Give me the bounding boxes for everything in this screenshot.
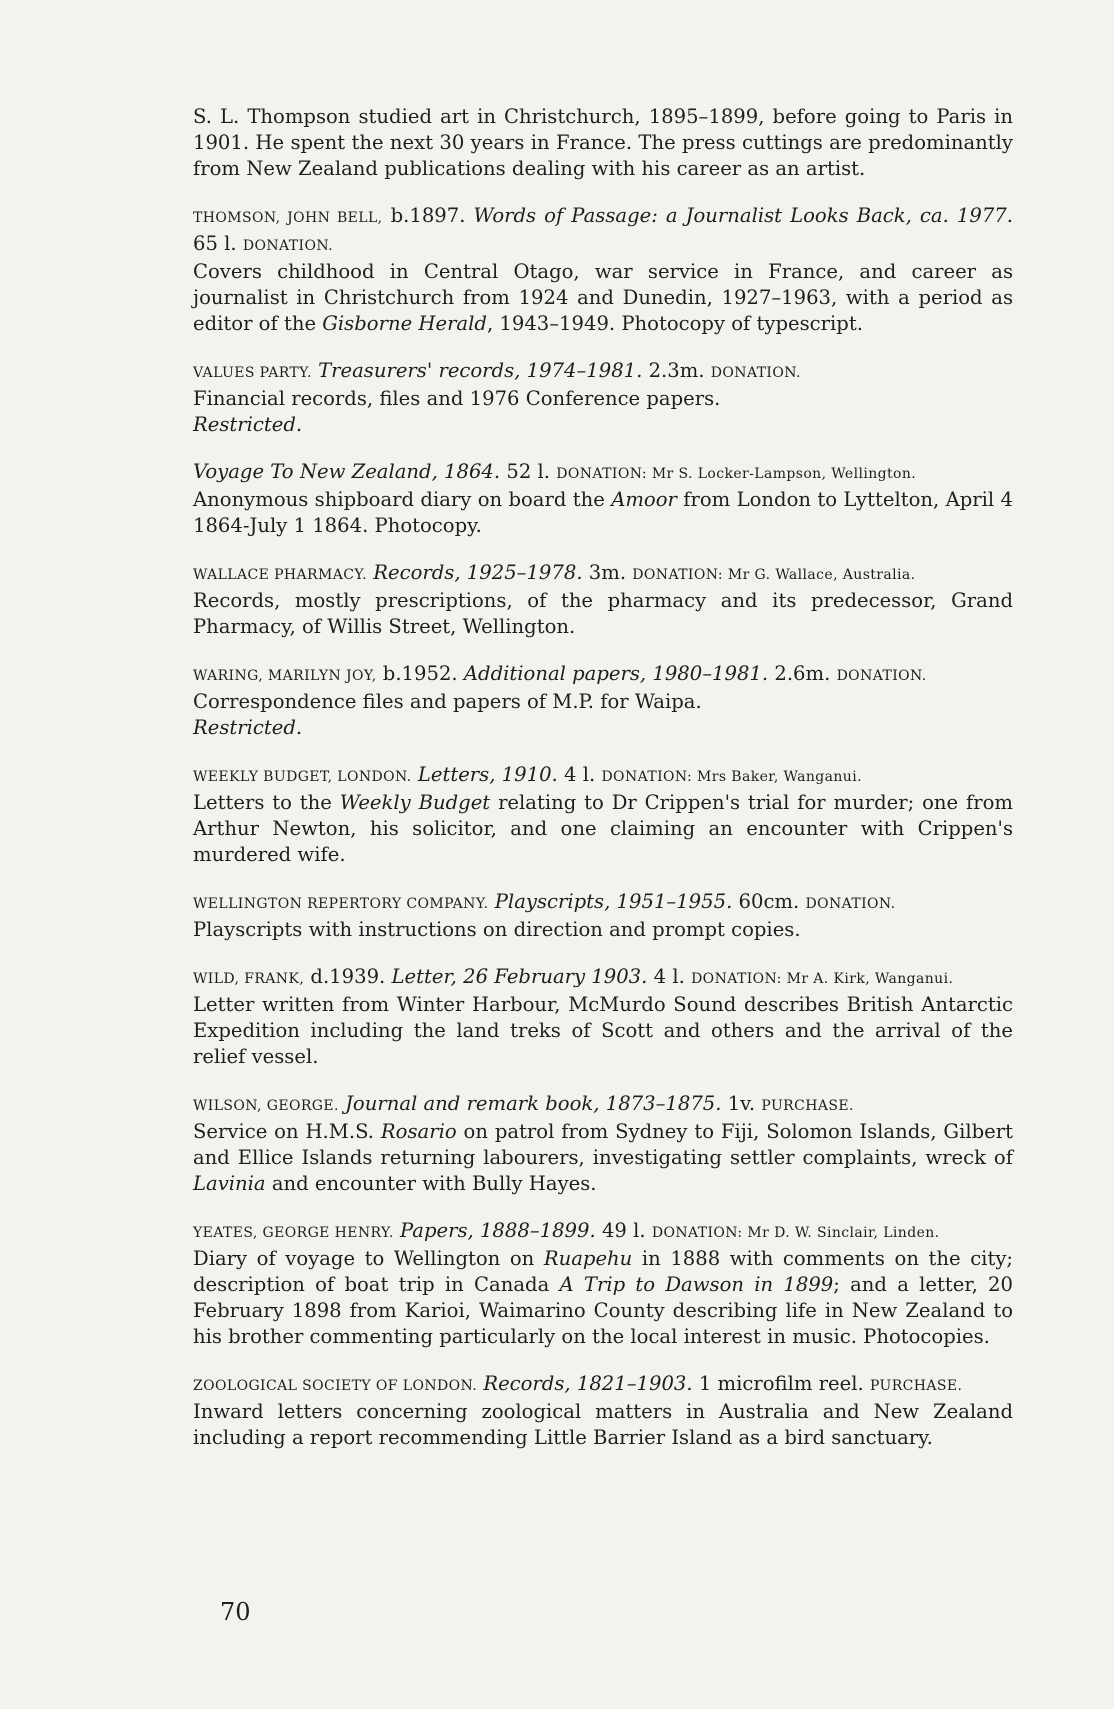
- entry-title: Journal and remark book, 1873–1875.: [345, 1092, 722, 1115]
- entry-name: WILSON, GEORGE.: [193, 1098, 339, 1114]
- entry-acquisition: DONATION.: [710, 365, 801, 381]
- entry-heading: [193, 964, 1013, 992]
- intro-text: S. L. Thompson studied art in Christchurch, 1895–1899, before going to Paris in 1901. He spent the next 30 years in France. The press cuttings are predominantly from New Zealand publications dealing with his career as an artist.: [193, 105, 1013, 180]
- entry-heading: [193, 1091, 1013, 1119]
- entry-acquisition: DONATION: Mr A. Kirk, Wanganui.: [691, 971, 954, 987]
- entry-description: Correspondence files and papers of M.P. for Waipa.: [193, 690, 702, 713]
- entry-extent: 52 l.: [506, 460, 551, 483]
- catalogue-entry: [193, 1218, 1013, 1350]
- entry-name: WELLINGTON REPERTORY COMPANY.: [193, 896, 489, 912]
- entry-heading: [193, 1371, 1013, 1399]
- entry-title: Additional papers, 1980–1981.: [463, 662, 769, 685]
- entry-extent: 49 l.: [601, 1219, 646, 1242]
- entry-extent: 2.3m.: [648, 359, 705, 382]
- entry-extent: 4 l.: [653, 965, 685, 988]
- catalogue-entry: [193, 203, 1013, 337]
- entry-name: THOMSON, JOHN BELL,: [193, 210, 383, 226]
- entry-extent: 2.6m.: [774, 662, 831, 685]
- entry-name: WARING, MARILYN JOY,: [193, 668, 377, 684]
- entry-acquisition: DONATION.: [836, 668, 927, 684]
- entry-name: WALLACE PHARMACY.: [193, 567, 368, 583]
- entry-heading: [193, 889, 1013, 917]
- entry-name: WILD, FRANK,: [193, 971, 305, 987]
- entry-extent: 1v.: [727, 1092, 756, 1115]
- catalogue-entry: [193, 358, 1013, 438]
- entry-description: Covers childhood in Central Otago, war service in France, and career as journalist in Christchurch from 1924 and Dunedin, 1927–1963, with a period as editor of the Gisborne Herald, 1943–1949. Photocopy of typescript.: [193, 260, 1013, 335]
- entry-heading: [193, 1218, 1013, 1246]
- entry-restricted: Restricted.: [193, 716, 303, 739]
- entry-title: Records, 1821–1903.: [483, 1372, 693, 1395]
- entry-extent: 60cm.: [738, 890, 800, 913]
- entry-heading: [193, 661, 1013, 689]
- entry-description: Playscripts with instructions on direction and prompt copies.: [193, 918, 801, 941]
- entry-acquisition: DONATION.: [805, 896, 896, 912]
- catalogue-entry: [193, 1371, 1013, 1451]
- entry-dates: b.1897.: [390, 204, 466, 227]
- entry-description: Diary of voyage to Wellington on Ruapehu in 1888 with comments on the city; description of boat trip in Canada A Trip to Dawson in 1899; and a letter, 20 February 1898 from Karioi, Waimarino County describing life in New Zealand to his brother commenting particularly on the local interest in music. Photocopies.: [193, 1247, 1013, 1348]
- catalogue-entry: [193, 560, 1013, 640]
- entry-dates: d.1939.: [310, 965, 386, 988]
- entry-heading: [193, 560, 1013, 588]
- entry-heading: [193, 358, 1013, 386]
- entry-title: Papers, 1888–1899.: [399, 1219, 596, 1242]
- entry-heading: [193, 762, 1013, 790]
- entry-heading: [193, 459, 1013, 487]
- entry-description: Records, mostly prescriptions, of the pharmacy and its predecessor, Grand Pharmacy, of Willis Street, Wellington.: [193, 589, 1013, 638]
- entry-description: Financial records, files and 1976 Conference papers.: [193, 387, 721, 410]
- catalogue-entry: [193, 964, 1013, 1070]
- entry-title: Letter, 26 February 1903.: [391, 965, 648, 988]
- entry-description: Service on H.M.S. Rosario on patrol from Sydney to Fiji, Solomon Islands, Gilbert and Ellice Islands returning labourers, investigating settler complaints, wreck of Lavinia and encounter with Bully Hayes.: [193, 1120, 1013, 1195]
- catalogue-entry: [193, 1091, 1013, 1197]
- catalogue-entry: [193, 661, 1013, 741]
- entry-description: Anonymous shipboard diary on board the Amoor from London to Lyttelton, April 4 1864-July 1 1864. Photocopy.: [193, 488, 1013, 537]
- entry-title: Records, 1925–1978.: [373, 561, 583, 584]
- page-number: 70: [220, 1598, 251, 1626]
- catalogue-entry: [193, 762, 1013, 868]
- entry-title: Words of Passage: a Journalist Looks Back, ca. 1977.: [473, 204, 1013, 227]
- entry-description: Letter written from Winter Harbour, McMurdo Sound describes British Antarctic Expedition including the land treks of Scott and others and the arrival of the relief vessel.: [193, 993, 1013, 1068]
- entry-acquisition: DONATION: Mr S. Locker-Lampson, Wellington.: [556, 466, 917, 482]
- entry-description: Inward letters concerning zoological matters in Australia and New Zealand including a report recommending Little Barrier Island as a bird sanctuary.: [193, 1400, 1013, 1449]
- catalogue-entry: [193, 459, 1013, 539]
- entry-title: Voyage To New Zealand, 1864.: [193, 460, 501, 483]
- intro-paragraph: [193, 104, 1013, 182]
- entry-name: YEATES, GEORGE HENRY.: [193, 1225, 394, 1241]
- entry-extent: 65 l.: [193, 232, 237, 255]
- entry-acquisition: DONATION: Mr D. W. Sinclair, Linden.: [651, 1225, 940, 1241]
- entry-name: VALUES PARTY.: [193, 365, 312, 381]
- entry-extent: 1 microfilm reel.: [698, 1372, 864, 1395]
- entry-heading: [193, 203, 1013, 259]
- entry-title: Playscripts, 1951–1955.: [494, 890, 733, 913]
- entry-dates: b.1952.: [382, 662, 458, 685]
- entry-extent: 3m.: [588, 561, 627, 584]
- entry-name: ZOOLOGICAL SOCIETY OF LONDON.: [193, 1378, 478, 1394]
- entry-acquisition: DONATION: Mrs Baker, Wanganui.: [601, 769, 862, 785]
- catalogue-entry: [193, 889, 1013, 943]
- entry-acquisition: DONATION: Mr G. Wallace, Australia.: [632, 567, 916, 583]
- entry-acquisition: PURCHASE.: [869, 1378, 963, 1394]
- entry-description: Letters to the Weekly Budget relating to Dr Crippen's trial for murder; one from Arthur Newton, his solicitor, and one claiming an encounter with Crippen's murdered wife.: [193, 791, 1013, 866]
- entry-title: Letters, 1910.: [417, 763, 558, 786]
- entry-title: Treasurers' records, 1974–1981.: [318, 359, 643, 382]
- entry-restricted: Restricted.: [193, 413, 303, 436]
- entry-extent: 4 l.: [564, 763, 596, 786]
- entry-acquisition: DONATION.: [242, 238, 333, 254]
- entry-name: WEEKLY BUDGET, LONDON.: [193, 769, 412, 785]
- entry-acquisition: PURCHASE.: [761, 1098, 854, 1114]
- catalogue-listing: [193, 104, 1013, 1472]
